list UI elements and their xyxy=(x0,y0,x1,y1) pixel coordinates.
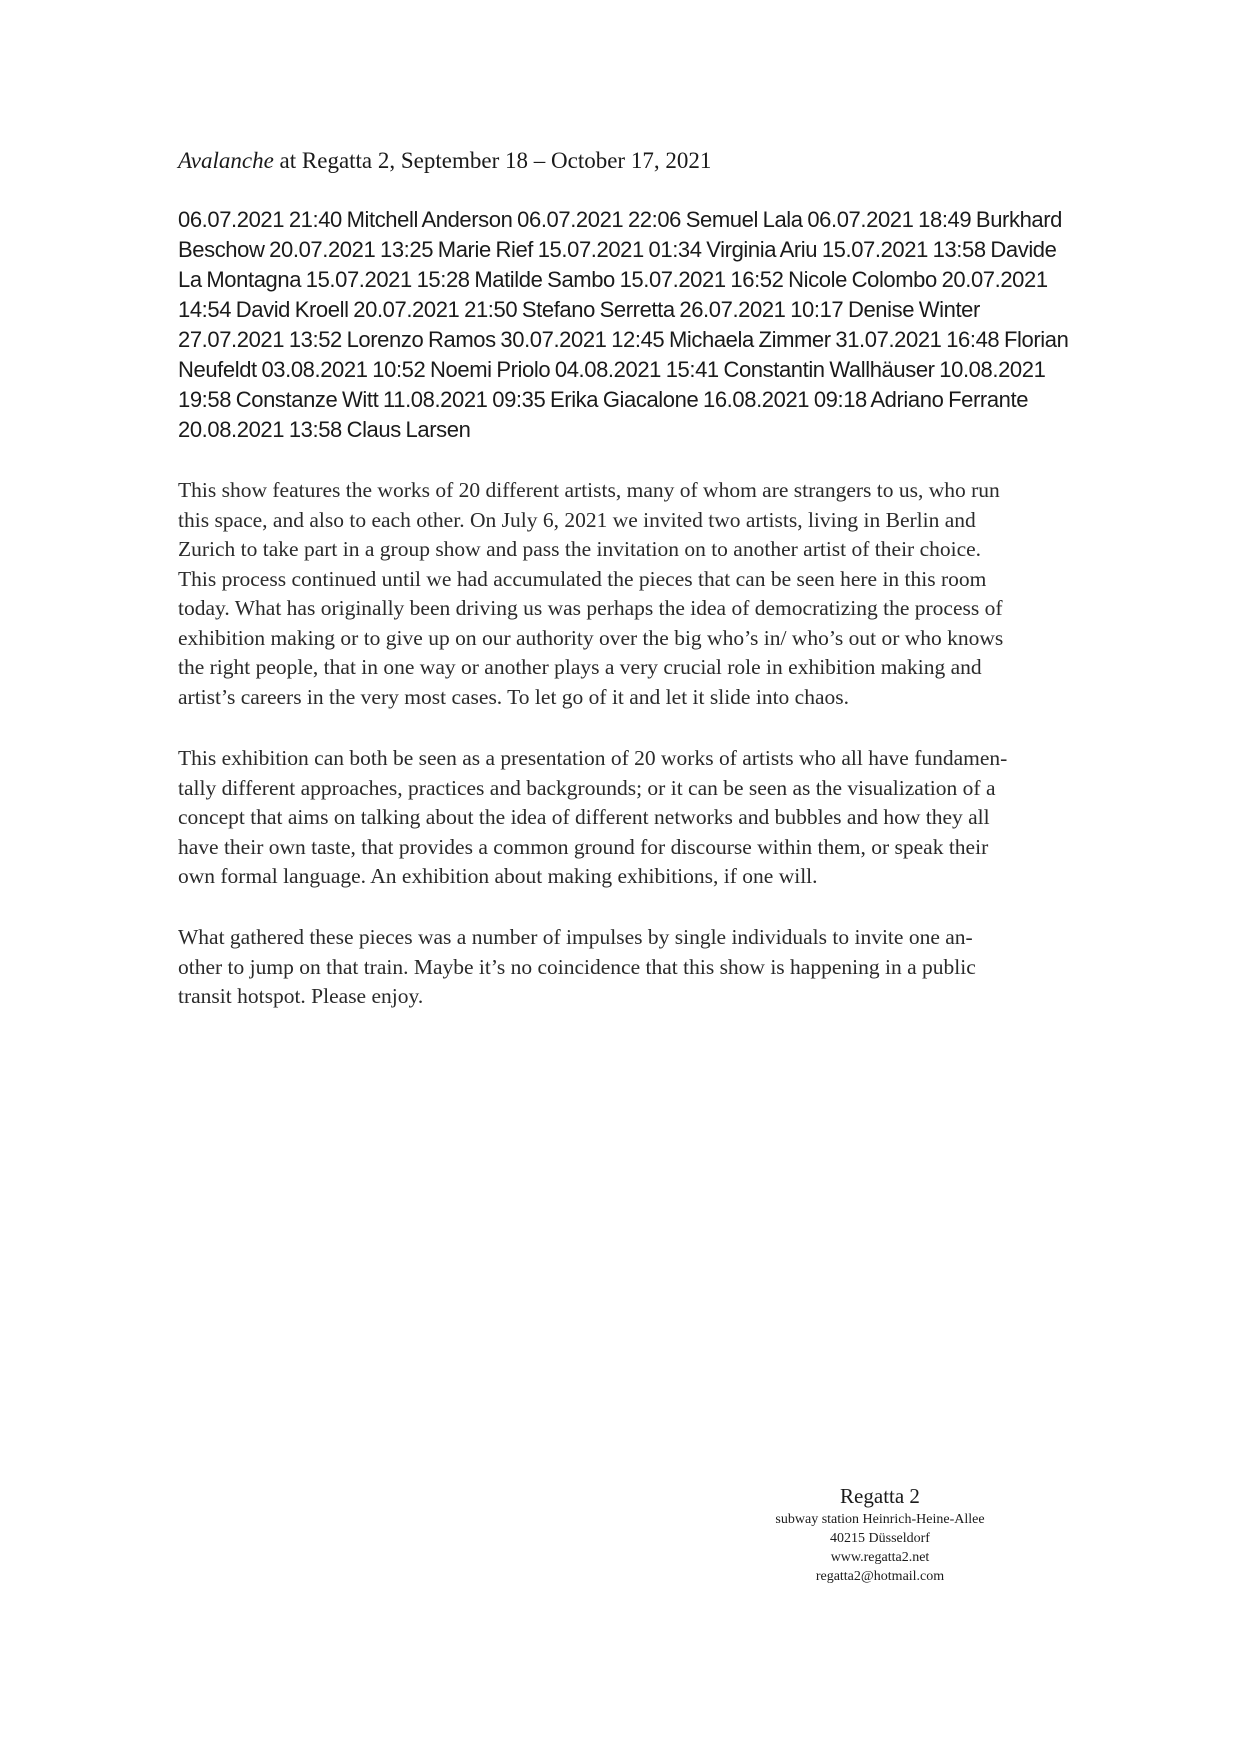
paragraph-line: What gathered these pieces was a number of impulses by single individuals to invite one an- xyxy=(178,925,973,949)
invitation-timeline xyxy=(178,205,1069,445)
timeline-line: Neufeldt 03.08.2021 10:52 Noemi Priolo 04.08.2021 15:41 Constantin Wallhäuser 10.08.2021 xyxy=(178,357,1046,382)
paragraph-line: this space, and also to each other. On July 6, 2021 we invited two artists, living in Berlin and xyxy=(178,507,976,532)
timeline-line: 20.08.2021 13:58 Claus Larsen xyxy=(178,417,471,442)
paragraph-line: other to jump on that train. Maybe it’s no coincidence that this show is happening in a public xyxy=(178,954,976,979)
timeline-line: 14:54 David Kroell 20.07.2021 21:50 Stefano Serretta 26.07.2021 10:17 Denise Winter xyxy=(178,297,980,322)
exhibition-heading xyxy=(178,146,1060,176)
paragraph-line: This process continued until we had accumulated the pieces that can be seen here in this room xyxy=(178,566,987,591)
venue-name: Regatta 2 xyxy=(840,1484,920,1508)
timeline-line: La Montagna 15.07.2021 15:28 Matilde Sambo 15.07.2021 16:52 Nicole Colombo 20.07.2021 xyxy=(178,267,1048,292)
timeline-line: 27.07.2021 13:52 Lorenzo Ramos 30.07.2021 12:45 Michaela Zimmer 31.07.2021 16:48 Florian xyxy=(178,327,1069,352)
paragraph-concept xyxy=(178,744,1060,892)
venue-location: subway station Heinrich-Heine-Allee xyxy=(775,1512,985,1527)
paragraph-line: This show features the works of 20 different artists, many of whom are strangers to us, who run xyxy=(178,478,1000,502)
venue-postal: 40215 Düsseldorf xyxy=(830,1531,930,1546)
venue-footer xyxy=(730,1482,1030,1586)
paragraph-line: This exhibition can both be seen as a presentation of 20 works of artists who all have fundamen- xyxy=(178,746,1008,770)
paragraph-line: artist’s careers in the very most cases. To let go of it and let it slide into chaos. xyxy=(178,684,850,709)
paragraph-line: today. What has originally been driving us was perhaps the idea of democratizing the process of xyxy=(178,596,1003,620)
paragraph-intro xyxy=(178,476,1060,712)
paragraph-line: Zurich to take part in a group show and pass the invitation on to another artist of their choice. xyxy=(178,537,982,561)
paragraph-line: own formal language. An exhibition about making exhibitions, if one will. xyxy=(178,864,818,888)
paragraph-line: tally different approaches, practices and backgrounds; or it can be seen as the visualization of a xyxy=(178,775,996,800)
timeline-line: 06.07.2021 21:40 Mitchell Anderson 06.07.2021 22:06 Semuel Lala 06.07.2021 18:49 Burkhard xyxy=(178,207,1062,232)
paragraph-line: transit hotspot. Please enjoy. xyxy=(178,984,424,1008)
venue-email: regatta2@hotmail.com xyxy=(815,1569,945,1584)
timeline-line: Beschow 20.07.2021 13:25 Marie Rief 15.07.2021 01:34 Virginia Ariu 15.07.2021 13:58 Davide xyxy=(178,237,1057,262)
paragraph-line: have their own taste, that provides a common ground for discourse within them, or speak their xyxy=(178,834,989,859)
exhibition-venue-dates: at Regatta 2, September 18 – October 17, 2021 xyxy=(273,148,712,173)
paragraph-closing xyxy=(178,923,1060,1012)
exhibition-title: Avalanche xyxy=(178,148,274,173)
paragraph-line: concept that aims on talking about the idea of different networks and bubbles and how they all xyxy=(178,805,990,829)
venue-website: www.regatta2.net xyxy=(830,1550,930,1565)
paragraph-line: exhibition making or to give up on our authority over the big who’s in/ who’s out or who knows xyxy=(178,625,1004,650)
timeline-line: 19:58 Constanze Witt 11.08.2021 09:35 Erika Giacalone 16.08.2021 09:18 Adriano Ferrante xyxy=(178,387,1029,412)
paragraph-line: the right people, that in one way or another plays a very crucial role in exhibition making and xyxy=(178,655,982,679)
